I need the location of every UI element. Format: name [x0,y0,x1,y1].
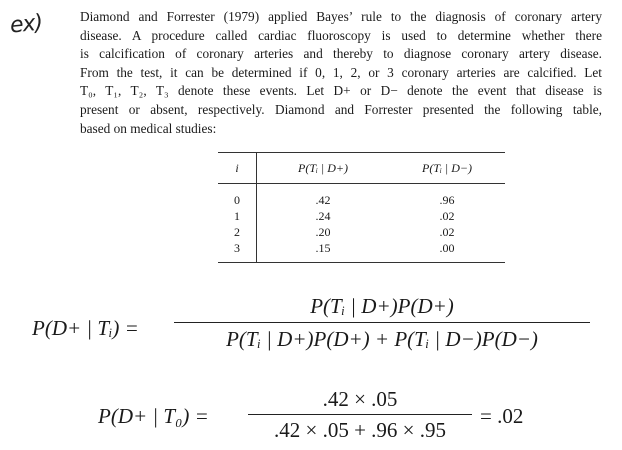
cell-i: 1 [218,208,257,224]
paragraph-line: present or absent, respectively. Diamond and Forrester presented the following table, [80,101,602,117]
cell-p-dplus: .42 [315,193,331,207]
handwritten-ex-annotation: ex) [8,10,44,39]
bayes-formula-lhs: P(D+ | Tᵢ) = [32,316,139,340]
computed-result: = .02 [480,404,524,428]
table-header-row [218,153,505,184]
cell-p-dminus: .96 [439,193,455,207]
problem-paragraph [80,8,602,138]
cell-i: 2 [218,224,257,240]
header-p-given-dminus: P(Tᵢ | D−) [389,153,505,184]
paragraph-line: disease. A procedure called cardiac fluoroscopy is used to determine whether there [80,27,602,43]
cell-p-dminus: .00 [389,240,505,263]
paragraph-line: From the test, it can be determined if 0, 1, 2, or 3 coronary arteries are calcified. Let [80,64,602,80]
paragraph-line: based on medical studies: [80,120,217,136]
computed-formula-lhs: P(D+ | T₀) = [98,404,209,428]
bayes-formula-fraction [174,290,590,355]
header-i: i [218,153,257,184]
paragraph-line: T₀, T₁, T₂, T₃ denote these events. Let D+ or D− denote the event that disease is [80,83,602,99]
bayes-numerator: P(Tᵢ | D+)P(D+) [310,294,454,318]
computed-formula-fraction [248,384,472,445]
cell-p-dplus: .15 [257,240,390,263]
computed-numerator: .42 × .05 [322,387,398,411]
cell-p-dplus: .24 [315,209,331,223]
cell-i: 3 [218,240,257,263]
cell-p-dminus: .02 [439,225,455,239]
paragraph-line: is calcification of coronary arteries and thereby to diagnose coronary artery disease. [80,46,602,62]
table-row [218,184,505,209]
table-row [218,224,505,240]
cell-i: 0 [218,184,257,209]
cell-p-dminus: .02 [439,209,455,223]
cell-p-dplus: .20 [315,225,331,239]
header-p-given-dplus: P(Tᵢ | D+) [257,153,390,184]
paragraph-line: Diamond and Forrester (1979) applied Bayes’ rule to the diagnosis of coronary artery [80,9,602,24]
computed-denominator: .42 × .05 + .96 × .95 [273,418,447,442]
bayes-denominator: P(Tᵢ | D+)P(D+) + P(Tᵢ | D−)P(D−) [226,327,538,351]
table-row [218,240,505,263]
probability-table [218,152,505,263]
table-row [218,208,505,224]
